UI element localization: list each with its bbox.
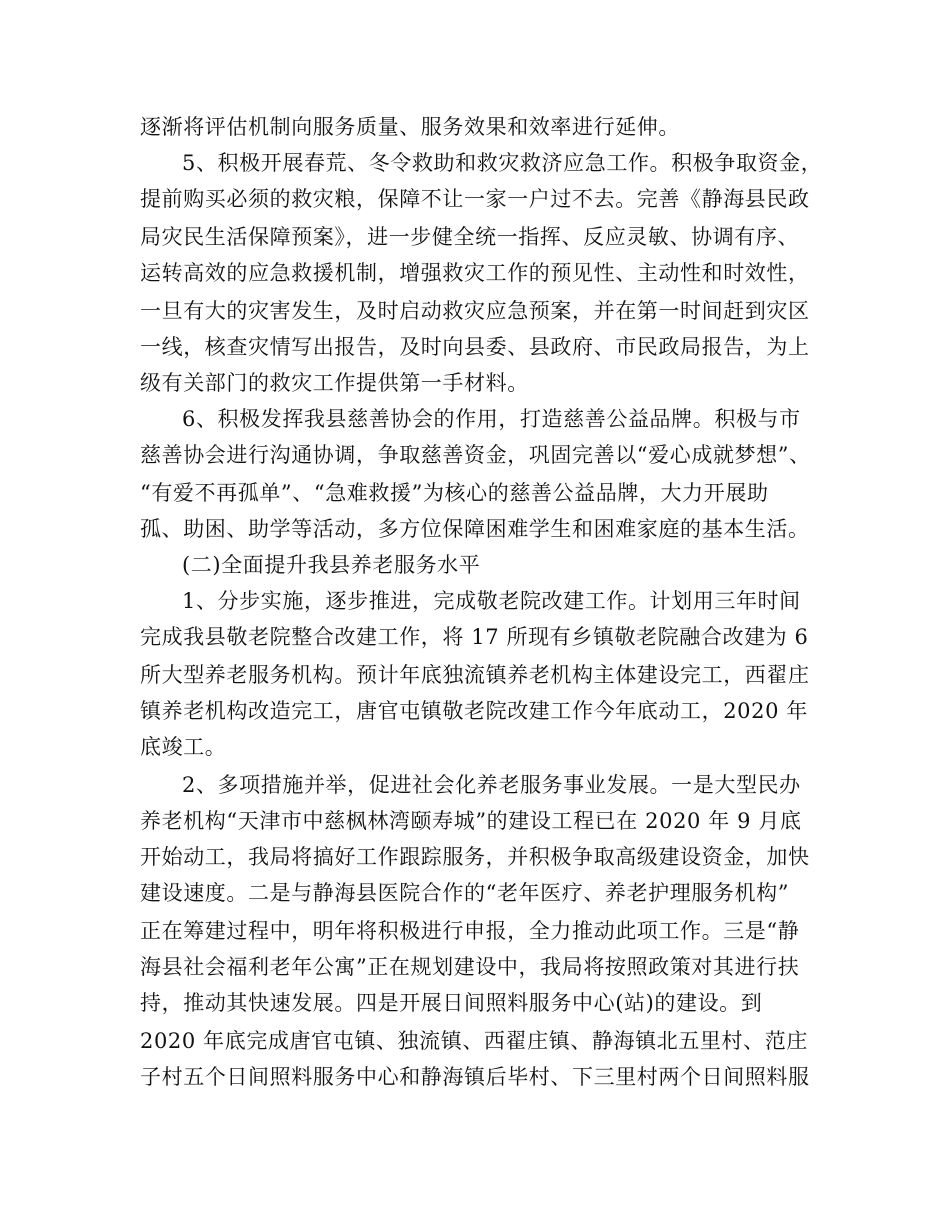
- paragraph-2-line: 2、多项措施并举，促进社会化养老服务事业发展。一是大型民办: [182, 773, 801, 797]
- text-line: 局灾民生活保障预案》，进一步健全统一指挥、反应灵敏、协调有序、: [140, 225, 800, 249]
- text-line: 海县社会福利老年公寓”正在规划建设中，我局将按照政策对其进行扶: [140, 955, 800, 979]
- text-line: 开始动工，我局将搞好工作跟踪服务，并积极争取高级建设资金，加快: [140, 845, 810, 869]
- text-line: 镇养老机构改造完工，唐官屯镇敬老院改建工作今年底动工，2020 年: [140, 699, 808, 723]
- text-line: 提前购买必须的救灾粮，保障不让一家一户过不去。完善《静海县民政: [140, 187, 810, 211]
- text-line: 级有关部门的救灾工作提供第一手材料。: [140, 371, 529, 395]
- text-line: 逐渐将评估机制向服务质量、服务效果和效率进行延伸。: [140, 115, 680, 139]
- text-line: 底竣工。: [140, 735, 227, 759]
- paragraph-5-line: 5、积极开展春荒、冬令救助和救灾救济应急工作。积极争取资金，: [182, 151, 823, 175]
- text-line: 孤、助困、助学等活动，多方位保障困难学生和困难家庭的基本生活。: [140, 517, 810, 541]
- paragraph-6-line: 6、积极发挥我县慈善协会的作用，打造慈善公益品牌。积极与市: [182, 407, 801, 431]
- paragraph-1-line: 1、分步实施，逐步推进，完成敬老院改建工作。计划用三年时间: [182, 589, 801, 613]
- text-line: 一线，核查灾情写出报告，及时向县委、县政府、市民政局报告，为上: [140, 335, 810, 359]
- text-line: 2020 年底完成唐官屯镇、独流镇、西翟庄镇、静海镇北五里村、范庄: [140, 1029, 808, 1053]
- text-line: 建设速度。二是与静海县医院合作的“老年医疗、养老护理服务机构”: [140, 881, 790, 905]
- text-line: 子村五个日间照料服务中心和静海镇后毕村、下三里村两个日间照料服: [140, 1065, 810, 1089]
- text-line: 一旦有大的灾害发生，及时启动救灾应急预案，并在第一时间赶到灾区: [140, 299, 810, 323]
- text-line: 慈善协会进行沟通协调，争取慈善资金，巩固完善以“爱心成就梦想”、: [140, 443, 811, 467]
- text-line: “有爱不再孤单”、“急难救援”为核心的慈善公益品牌，大力开展助: [140, 481, 769, 505]
- text-line: 运转高效的应急救援机制，增强救灾工作的预见性、主动性和时效性，: [140, 261, 810, 285]
- text-line: 所大型养老服务机构。预计年底独流镇养老机构主体建设完工，西翟庄: [140, 663, 810, 687]
- text-line: 完成我县敬老院整合改建工作，将 17 所现有乡镇敬老院融合改建为 6: [140, 625, 809, 649]
- section-heading: (二)全面提升我县养老服务水平: [182, 553, 481, 577]
- text-line: 养老机构“天津市中慈枫林湾颐寿城”的建设工程已在 2020 年 9 月底: [140, 809, 802, 833]
- text-line: 持，推动其快速发展。四是开展日间照料服务中心(站)的建设。到: [140, 991, 763, 1015]
- text-line: 正在筹建过程中，明年将积极进行申报，全力推动此项工作。三是“静: [140, 919, 800, 943]
